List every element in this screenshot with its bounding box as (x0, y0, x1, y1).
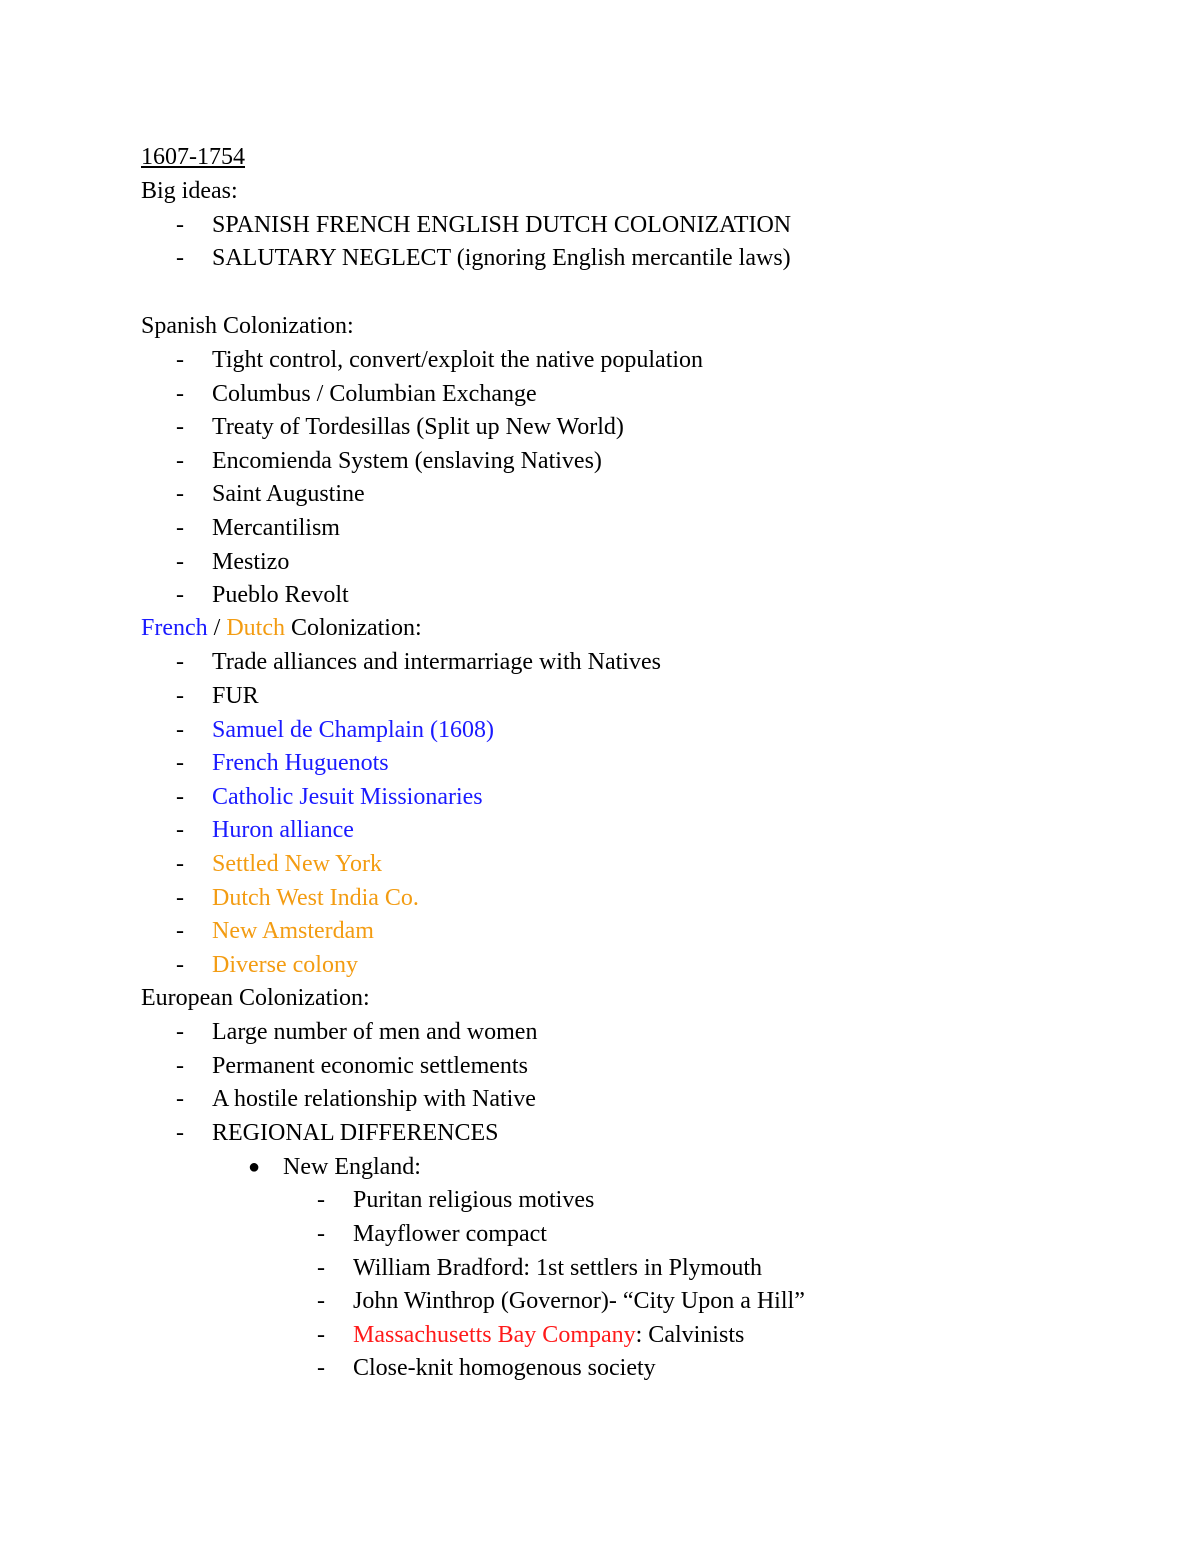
bullet-marker: ● (248, 1156, 261, 1178)
dash-marker: - (317, 1288, 325, 1314)
dash-marker: - (317, 1221, 325, 1247)
new-england-subheading: New England: (283, 1154, 421, 1180)
dash-marker: - (176, 817, 184, 843)
dash-marker: - (176, 918, 184, 944)
list-item-text: Permanent economic settlements (212, 1053, 528, 1079)
dash-marker: - (176, 1053, 184, 1079)
calvinists-text: : Calvinists (635, 1322, 745, 1348)
list-item-text: A hostile relationship with Native (212, 1086, 536, 1112)
dash-marker: - (176, 649, 184, 675)
list-item-text (353, 1318, 744, 1352)
list-item-text: Treaty of Tordesillas (Split up New World) (212, 414, 624, 440)
list-item-text: Puritan religious motives (353, 1187, 595, 1213)
dash-marker: - (176, 549, 184, 575)
list-item-text: SALUTARY NEGLECT (ignoring English mercantile laws) (212, 245, 791, 271)
list-item-text: Huron alliance (212, 817, 354, 843)
list-item-text: Tight control, convert/exploit the native population (212, 347, 704, 373)
list-item-text: Pueblo Revolt (212, 582, 349, 608)
massachusetts-bay-company-label: Massachusetts Bay Company (353, 1322, 636, 1348)
dash-marker: - (176, 448, 184, 474)
spanish-heading: Spanish Colonization: (141, 313, 354, 339)
list-item-text: Encomienda System (enslaving Natives) (212, 448, 602, 474)
dash-marker: - (176, 245, 184, 271)
dash-marker: - (176, 414, 184, 440)
list-item-text: Columbus / Columbian Exchange (212, 381, 537, 407)
dash-marker: - (176, 1019, 184, 1045)
list-item-text: SPANISH FRENCH ENGLISH DUTCH COLONIZATION (212, 212, 792, 238)
list-item-text: REGIONAL DIFFERENCES (212, 1120, 499, 1146)
heading-rest: Colonization: (284, 615, 422, 641)
list-item-text: Samuel de Champlain (1608) (212, 717, 494, 743)
list-item-text: Mercantilism (212, 515, 340, 541)
dash-marker: - (176, 1086, 184, 1112)
dash-marker: - (317, 1187, 325, 1213)
dash-marker: - (176, 683, 184, 709)
list-item-text: Dutch West India Co. (212, 885, 419, 911)
dash-marker: - (176, 750, 184, 776)
dash-marker: - (317, 1255, 325, 1281)
list-item-text: Mestizo (212, 549, 290, 575)
dash-marker: - (176, 717, 184, 743)
dash-marker: - (176, 784, 184, 810)
list-item-text: William Bradford: 1st settlers in Plymouth (353, 1255, 762, 1281)
european-heading: European Colonization: (141, 985, 370, 1011)
dash-marker: - (176, 1120, 184, 1146)
list-item-text: Catholic Jesuit Missionaries (212, 784, 483, 810)
list-item-text: Trade alliances and intermarriage with Natives (212, 649, 661, 675)
list-item-text: Large number of men and women (212, 1019, 538, 1045)
list-item-text: French Huguenots (212, 750, 389, 776)
big-ideas-heading: Big ideas: (141, 178, 238, 204)
dash-marker: - (176, 582, 184, 608)
dash-marker: - (176, 212, 184, 238)
dash-marker: - (317, 1355, 325, 1381)
dash-marker: - (176, 347, 184, 373)
dash-marker: - (176, 952, 184, 978)
dash-marker: - (176, 885, 184, 911)
list-item-text: FUR (212, 683, 259, 709)
dash-marker: - (176, 381, 184, 407)
dutch-label: Dutch (226, 615, 285, 641)
list-item-text: New Amsterdam (212, 918, 374, 944)
list-item-text: John Winthrop (Governor)- “City Upon a Hill” (353, 1288, 805, 1314)
dash-marker: - (317, 1322, 325, 1348)
list-item-text: Saint Augustine (212, 481, 365, 507)
french-label: French (141, 615, 208, 641)
list-item-text: Diverse colony (212, 952, 358, 978)
dash-marker: - (176, 481, 184, 507)
list-item-text: Mayflower compact (353, 1221, 547, 1247)
french-dutch-heading (141, 611, 422, 645)
date-range-heading: 1607-1754 (141, 144, 245, 170)
list-item-text: Settled New York (212, 851, 383, 877)
dash-marker: - (176, 515, 184, 541)
list-item-text: Close-knit homogenous society (353, 1355, 656, 1381)
dash-marker: - (176, 851, 184, 877)
heading-separator: / (207, 615, 227, 641)
